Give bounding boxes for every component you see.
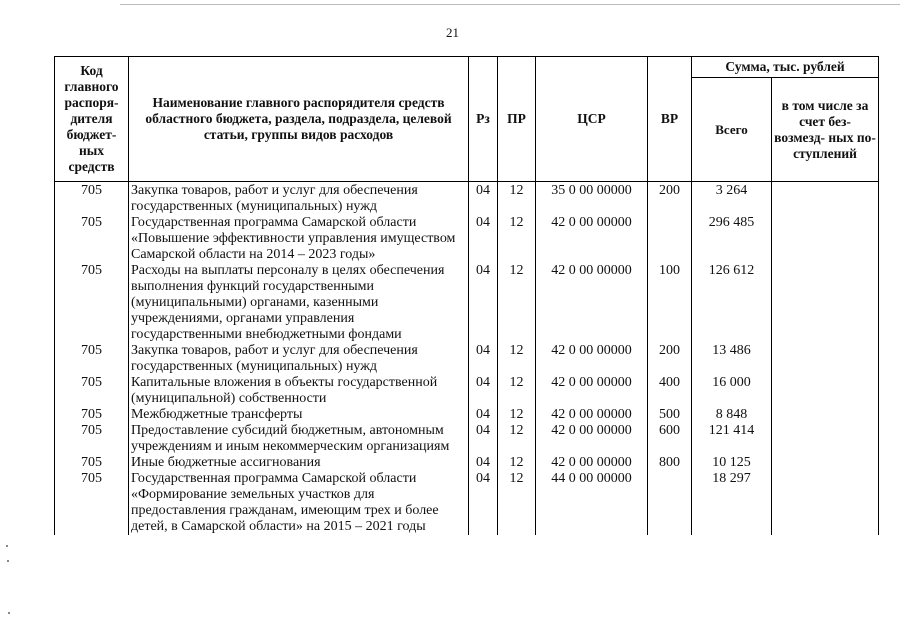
cell-pr: 12 (498, 423, 536, 455)
header-vr: ВР (648, 57, 692, 182)
cell-rz: 04 (469, 455, 498, 471)
cell-extra (772, 375, 879, 407)
table-row (55, 455, 879, 471)
cell-total: 126 612 (692, 263, 772, 343)
cell-rz: 04 (469, 423, 498, 455)
cell-extra (772, 215, 879, 263)
table-row (55, 375, 879, 407)
table-row (55, 407, 879, 423)
cell-name: Государственная программа Самарской области «Повышение эффективности управления имуществом Самарской области на 2014 – 2023 годы» (129, 215, 469, 263)
cell-vr: 200 (648, 343, 692, 375)
cell-extra (772, 263, 879, 343)
cell-rz: 04 (469, 182, 498, 216)
table-row (55, 471, 879, 535)
cell-csr: 42 0 00 00000 (536, 407, 648, 423)
cell-total: 8 848 (692, 407, 772, 423)
cell-name: Государственная программа Самарской области «Формирование земельных участков для предоставления гражданам, имеющим трех и более детей, в Самарской области» на 2015 – 2021 годы (129, 471, 469, 535)
cell-code: 705 (55, 423, 129, 455)
cell-extra (772, 423, 879, 455)
cell-csr: 42 0 00 00000 (536, 215, 648, 263)
cell-code: 705 (55, 375, 129, 407)
table-row (55, 182, 879, 216)
cell-extra (772, 471, 879, 535)
header-pr: ПР (498, 57, 536, 182)
cell-csr: 42 0 00 00000 (536, 375, 648, 407)
cell-vr (648, 215, 692, 263)
page-number: 21 (446, 25, 459, 40)
header-code: Код главного распоря- дителя бюджет- ных средств (55, 57, 129, 182)
cell-extra (772, 455, 879, 471)
cell-name: Закупка товаров, работ и услуг для обеспечения государственных (муниципальных) нужд (129, 182, 469, 216)
cell-pr: 12 (498, 182, 536, 216)
cell-vr: 600 (648, 423, 692, 455)
cell-name: Закупка товаров, работ и услуг для обеспечения государственных (муниципальных) нужд (129, 343, 469, 375)
cell-code: 705 (55, 263, 129, 343)
header-name: Наименование главного распорядителя средств областного бюджета, раздела, подраздела, целевой статьи, группы видов расходов (129, 57, 469, 182)
cell-name: Иные бюджетные ассигнования (129, 455, 469, 471)
cell-rz: 04 (469, 375, 498, 407)
cell-name: Межбюджетные трансферты (129, 407, 469, 423)
header-total: Всего (692, 78, 772, 182)
header-csr: ЦСР (536, 57, 648, 182)
cell-pr: 12 (498, 471, 536, 535)
cell-csr: 44 0 00 00000 (536, 471, 648, 535)
cell-pr: 12 (498, 343, 536, 375)
cell-pr: 12 (498, 407, 536, 423)
header-extra: в том числе за счет без- возмезд- ных по- ступлений (772, 78, 879, 182)
header-sum-group: Сумма, тыс. рублей (692, 57, 879, 78)
cell-code: 705 (55, 182, 129, 216)
cell-name: Предоставление субсидий бюджетным, автономным учреждениям и иным некоммерческим организациям (129, 423, 469, 455)
cell-extra (772, 343, 879, 375)
cell-extra (772, 182, 879, 216)
scan-mark (8, 612, 10, 614)
cell-csr: 42 0 00 00000 (536, 423, 648, 455)
cell-rz: 04 (469, 471, 498, 535)
cell-pr: 12 (498, 455, 536, 471)
cell-csr: 42 0 00 00000 (536, 343, 648, 375)
cell-csr: 35 0 00 00000 (536, 182, 648, 216)
cell-code: 705 (55, 407, 129, 423)
cell-vr: 200 (648, 182, 692, 216)
cell-vr: 800 (648, 455, 692, 471)
cell-csr: 42 0 00 00000 (536, 455, 648, 471)
table-header (55, 57, 879, 182)
cell-name: Расходы на выплаты персоналу в целях обеспечения выполнения функций государственными (муниципальными) органами, казенными учреждениями, органами управления государственными внебюджетными фондами (129, 263, 469, 343)
cell-pr: 12 (498, 215, 536, 263)
cell-vr (648, 471, 692, 535)
table-row (55, 263, 879, 343)
cell-code: 705 (55, 343, 129, 375)
cell-total: 121 414 (692, 423, 772, 455)
cell-vr: 100 (648, 263, 692, 343)
cell-total: 10 125 (692, 455, 772, 471)
cell-total: 16 000 (692, 375, 772, 407)
cell-rz: 04 (469, 343, 498, 375)
scan-mark (7, 560, 9, 562)
scan-mark (6, 545, 8, 547)
cell-code: 705 (55, 471, 129, 535)
cell-vr: 500 (648, 407, 692, 423)
cell-total: 13 486 (692, 343, 772, 375)
top-rule (120, 4, 900, 5)
cell-rz: 04 (469, 407, 498, 423)
cell-name: Капитальные вложения в объекты государственной (муниципальной) собственности (129, 375, 469, 407)
table-row (55, 423, 879, 455)
cell-extra (772, 407, 879, 423)
cell-pr: 12 (498, 263, 536, 343)
cell-rz: 04 (469, 215, 498, 263)
header-rz: Рз (469, 57, 498, 182)
cell-vr: 400 (648, 375, 692, 407)
table-row (55, 343, 879, 375)
cell-total: 18 297 (692, 471, 772, 535)
table-body (55, 182, 879, 536)
cell-total: 3 264 (692, 182, 772, 216)
budget-table (54, 56, 879, 535)
cell-code: 705 (55, 215, 129, 263)
cell-code: 705 (55, 455, 129, 471)
cell-pr: 12 (498, 375, 536, 407)
cell-total: 296 485 (692, 215, 772, 263)
table-row (55, 215, 879, 263)
cell-csr: 42 0 00 00000 (536, 263, 648, 343)
cell-rz: 04 (469, 263, 498, 343)
